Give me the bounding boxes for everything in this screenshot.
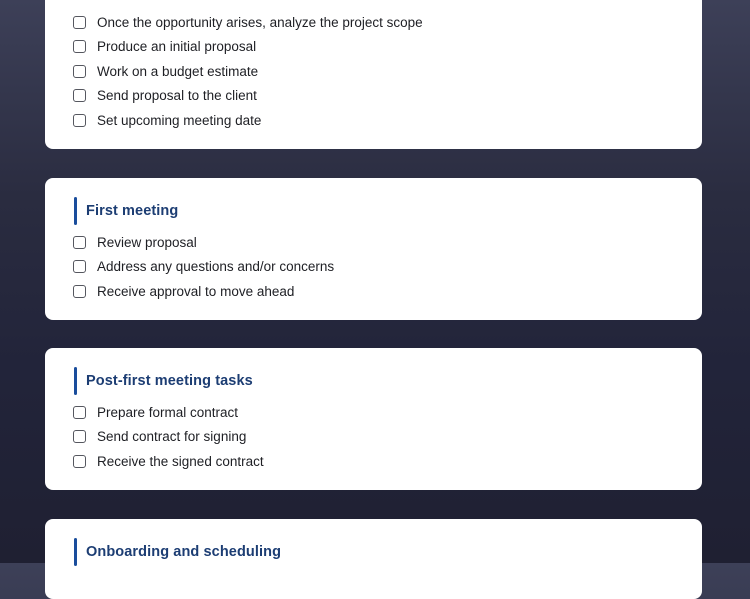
task-item[interactable] xyxy=(73,35,423,60)
task-list xyxy=(73,230,334,304)
checkbox-icon[interactable] xyxy=(73,285,86,298)
task-label: Receive approval to move ahead xyxy=(97,283,295,299)
section-accent-bar xyxy=(74,197,77,225)
task-label: Produce an initial proposal xyxy=(97,39,257,55)
section-heading xyxy=(74,197,178,225)
task-label: Receive the signed contract xyxy=(97,453,264,469)
checkbox-icon[interactable] xyxy=(73,89,86,102)
checkbox-icon[interactable] xyxy=(73,406,86,419)
section-title: Post-first meeting tasks xyxy=(86,373,253,389)
section-title: First meeting xyxy=(86,203,179,219)
task-label: Address any questions and/or concerns xyxy=(97,259,335,275)
task-item[interactable] xyxy=(73,279,334,304)
task-label: Send proposal to the client xyxy=(97,88,257,104)
task-list xyxy=(73,400,264,474)
task-item[interactable] xyxy=(73,425,264,450)
section-heading xyxy=(74,367,253,395)
section-card-project-scope xyxy=(45,0,702,149)
checkbox-icon[interactable] xyxy=(73,260,86,273)
task-label: Prepare formal contract xyxy=(97,404,239,420)
checkbox-icon[interactable] xyxy=(73,430,86,443)
task-label: Work on a budget estimate xyxy=(97,63,259,79)
checkbox-icon[interactable] xyxy=(73,114,86,127)
section-card-onboarding xyxy=(45,519,702,599)
checkbox-icon[interactable] xyxy=(73,455,86,468)
section-accent-bar xyxy=(74,367,77,395)
task-label: Once the opportunity arises, analyze the project scope xyxy=(97,14,423,30)
task-item[interactable] xyxy=(73,255,334,280)
checkbox-icon[interactable] xyxy=(73,40,86,53)
checkbox-icon[interactable] xyxy=(73,236,86,249)
task-item[interactable] xyxy=(73,10,423,35)
section-card-post-first-meeting xyxy=(45,348,702,490)
task-label: Set upcoming meeting date xyxy=(97,112,262,128)
section-heading xyxy=(74,538,281,566)
task-label: Send contract for signing xyxy=(97,429,247,445)
task-list xyxy=(73,10,423,133)
task-item[interactable] xyxy=(73,108,423,133)
checkbox-icon[interactable] xyxy=(73,65,86,78)
task-item[interactable] xyxy=(73,59,423,84)
task-label: Review proposal xyxy=(97,234,197,250)
task-item[interactable] xyxy=(73,449,264,474)
checkbox-icon[interactable] xyxy=(73,16,86,29)
section-title: Onboarding and scheduling xyxy=(86,544,282,560)
section-accent-bar xyxy=(74,538,77,566)
task-item[interactable] xyxy=(73,400,264,425)
task-item[interactable] xyxy=(73,230,334,255)
section-card-first-meeting xyxy=(45,178,702,320)
task-item[interactable] xyxy=(73,84,423,109)
